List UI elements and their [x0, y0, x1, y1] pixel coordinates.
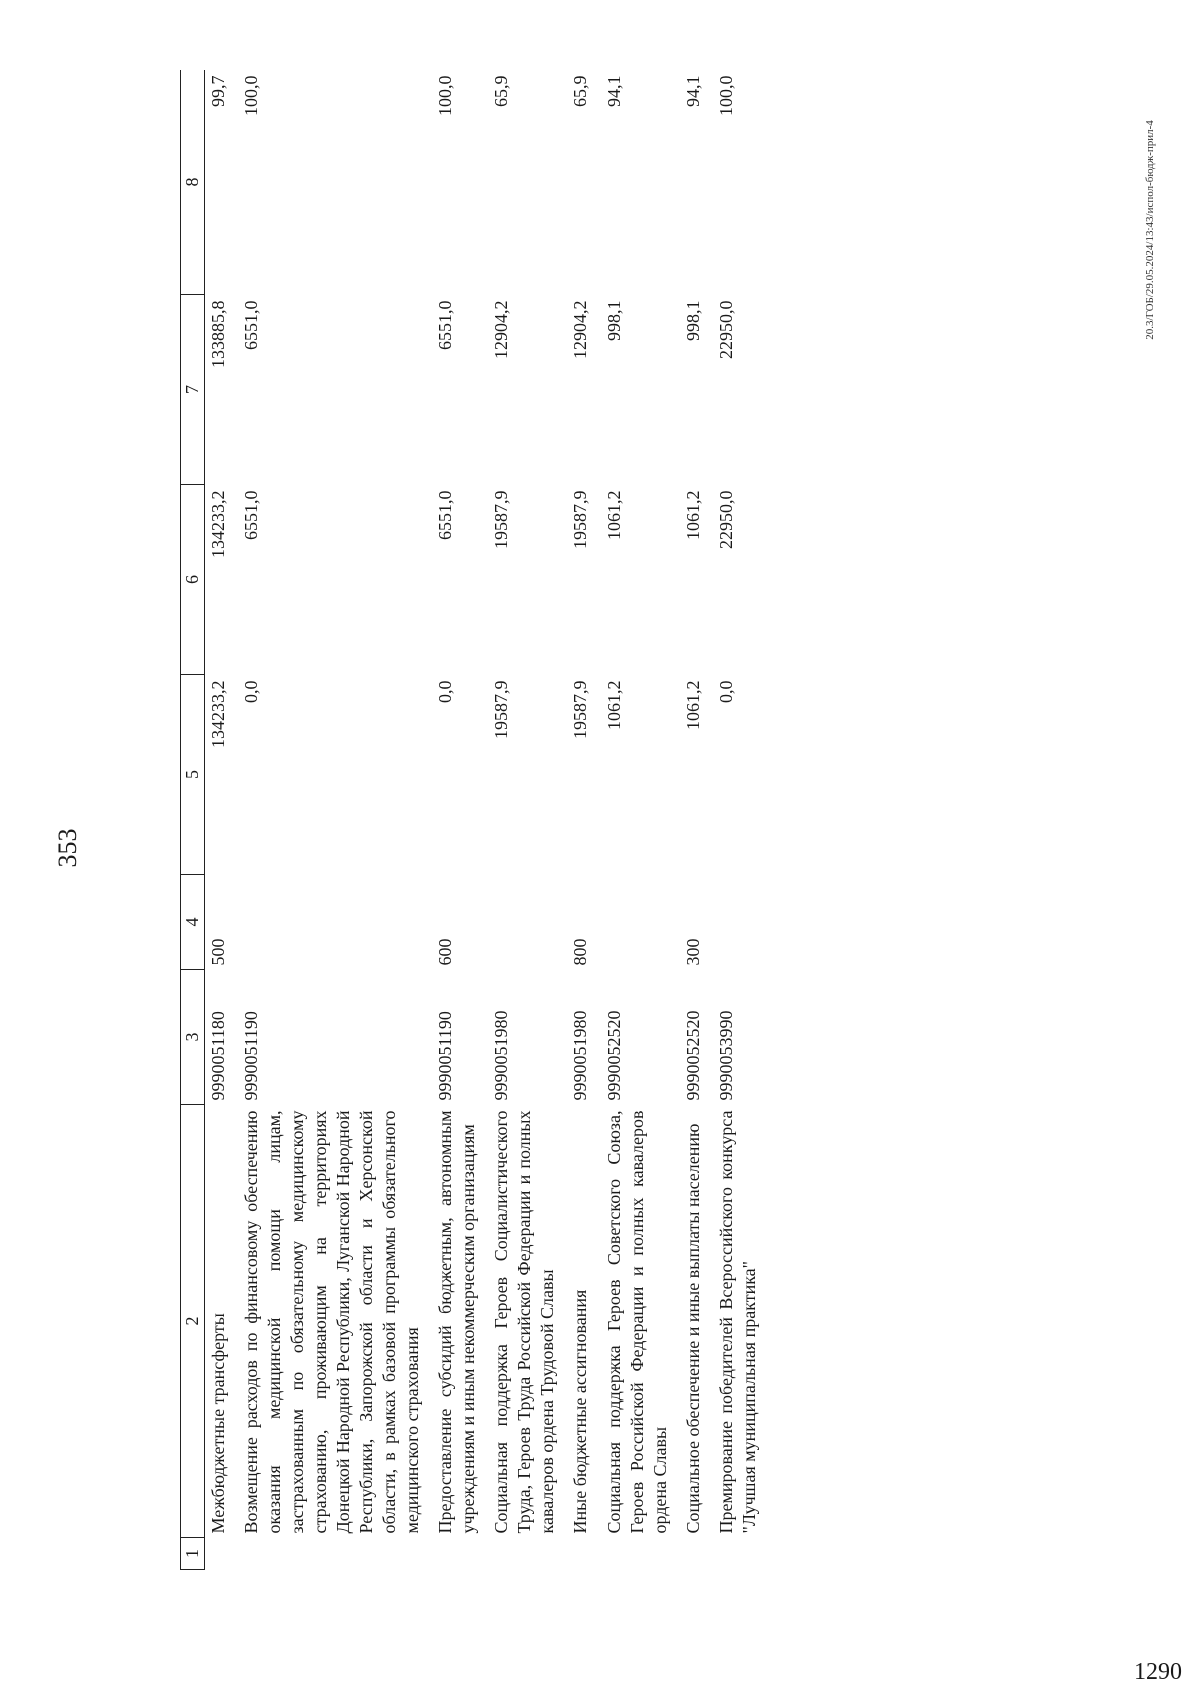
row-type — [486, 875, 565, 970]
row-value-5: 0,0 — [715, 680, 736, 703]
header-cell: 3 — [181, 970, 205, 1105]
row-value-8: 100,0 — [435, 75, 456, 116]
header-cell: 7 — [181, 295, 205, 485]
row-value-7: 12904,2 — [570, 300, 591, 359]
header-cell: 2 — [181, 1105, 205, 1538]
row-value-5: 19587,9 — [491, 680, 512, 739]
row-value-6: 134233,2 — [208, 490, 229, 558]
row-value-8: 94,1 — [603, 75, 624, 107]
row-code: 9990051980 — [570, 1010, 591, 1101]
header-cell: 5 — [181, 675, 205, 875]
row-code: 9990051190 — [435, 1011, 456, 1101]
row-type: 500 — [208, 938, 229, 966]
row-index-cell — [711, 1538, 767, 1570]
row-type — [236, 875, 430, 970]
table-row — [599, 70, 678, 1570]
row-index-cell — [236, 1538, 430, 1570]
row-name: Предоставление субсидий бюджетным, автономным учреждениям и иным некоммерческим организациям — [435, 1110, 479, 1534]
table-row — [430, 70, 486, 1570]
row-type: 800 — [570, 938, 591, 966]
row-code: 9990052520 — [603, 1010, 624, 1101]
header-cell: 6 — [181, 485, 205, 675]
row-value-5: 134233,2 — [208, 680, 229, 748]
table-row — [678, 70, 711, 1570]
table-row — [711, 70, 767, 1570]
row-value-6: 1061,2 — [682, 490, 703, 540]
row-name: Премирование победителей Всероссийского конкурса "Лучшая муниципальная практика" — [715, 1110, 759, 1534]
table-row — [486, 70, 565, 1570]
budget-table — [180, 70, 767, 1570]
row-type: 300 — [682, 938, 703, 966]
row-index-cell — [678, 1538, 711, 1570]
row-value-6: 22950,0 — [715, 490, 736, 549]
row-value-7: 998,1 — [603, 300, 624, 341]
rotated-table-frame — [180, 70, 950, 1570]
row-name: Возмещение расходов по финансовому обеспечению оказания медицинской помощи лицам, застрахованным по обязательному медицинскому страхованию, проживающим на территориях Донецкой Народной Республики, Луганской Народной Республики, Запорожской области и Херсонской области, в рамках базовой программы обязательного медицинского страхования — [241, 1110, 423, 1534]
row-value-7: 133885,8 — [208, 300, 229, 368]
row-value-8: 65,9 — [491, 75, 512, 107]
row-value-8: 100,0 — [241, 75, 262, 116]
row-name: Межбюджетные трансферты — [208, 1313, 229, 1534]
row-index-cell — [486, 1538, 565, 1570]
row-code: 9990051190 — [241, 1011, 262, 1101]
header-cell: 8 — [181, 70, 205, 295]
row-index-cell — [599, 1538, 678, 1570]
row-type — [599, 875, 678, 970]
row-value-7: 12904,2 — [491, 300, 512, 359]
row-type: 600 — [435, 938, 456, 966]
row-index-cell — [430, 1538, 486, 1570]
row-value-6: 1061,2 — [603, 490, 624, 540]
header-cell: 4 — [181, 875, 205, 970]
row-code: 9990052520 — [682, 1010, 703, 1101]
table-row — [205, 70, 237, 1570]
row-value-6: 19587,9 — [491, 490, 512, 549]
row-value-8: 94,1 — [682, 75, 703, 107]
row-name: Социальная поддержка Героев Социалистического Труда, Героев Труда Российской Федерации и полных кавалеров ордена Трудовой Славы — [491, 1110, 558, 1534]
row-value-6: 6551,0 — [241, 490, 262, 540]
document-code: 20.3/ГОБ/29.05.2024/13:43/испол-бюдж-прил-4 — [1144, 120, 1156, 340]
sheet-number: 1290 — [1134, 1659, 1182, 1685]
row-value-7: 998,1 — [682, 300, 703, 341]
rotated-table — [180, 70, 950, 1570]
row-name: Социальная поддержка Героев Советского Союза, Героев Российской Федерации и полных кавалеров ордена Славы — [603, 1110, 670, 1534]
row-value-5: 0,0 — [435, 680, 456, 703]
row-value-5: 1061,2 — [682, 680, 703, 730]
table-row — [236, 70, 430, 1570]
row-value-8: 65,9 — [570, 75, 591, 107]
row-value-6: 19587,9 — [570, 490, 591, 549]
row-value-5: 0,0 — [241, 680, 262, 703]
row-type — [711, 875, 767, 970]
row-index-cell — [565, 1538, 598, 1570]
table-row — [565, 70, 598, 1570]
row-value-8: 100,0 — [715, 75, 736, 116]
row-value-7: 6551,0 — [435, 300, 456, 350]
header-row — [181, 70, 205, 1570]
row-value-7: 6551,0 — [241, 300, 262, 350]
row-index-cell — [205, 1538, 237, 1570]
row-code: 9990051180 — [208, 1011, 229, 1101]
row-value-5: 19587,9 — [570, 680, 591, 739]
row-name: Социальное обеспечение и иные выплаты населению — [682, 1123, 703, 1534]
row-value-8: 99,7 — [208, 75, 229, 107]
row-name: Иные бюджетные ассигнования — [570, 1289, 591, 1534]
row-value-6: 6551,0 — [435, 490, 456, 540]
row-code: 9990051980 — [491, 1010, 512, 1101]
row-value-7: 22950,0 — [715, 300, 736, 359]
row-code: 9990053990 — [715, 1010, 736, 1101]
row-value-5: 1061,2 — [603, 680, 624, 730]
page-number: 353 — [53, 828, 82, 868]
header-cell: 1 — [181, 1538, 205, 1570]
